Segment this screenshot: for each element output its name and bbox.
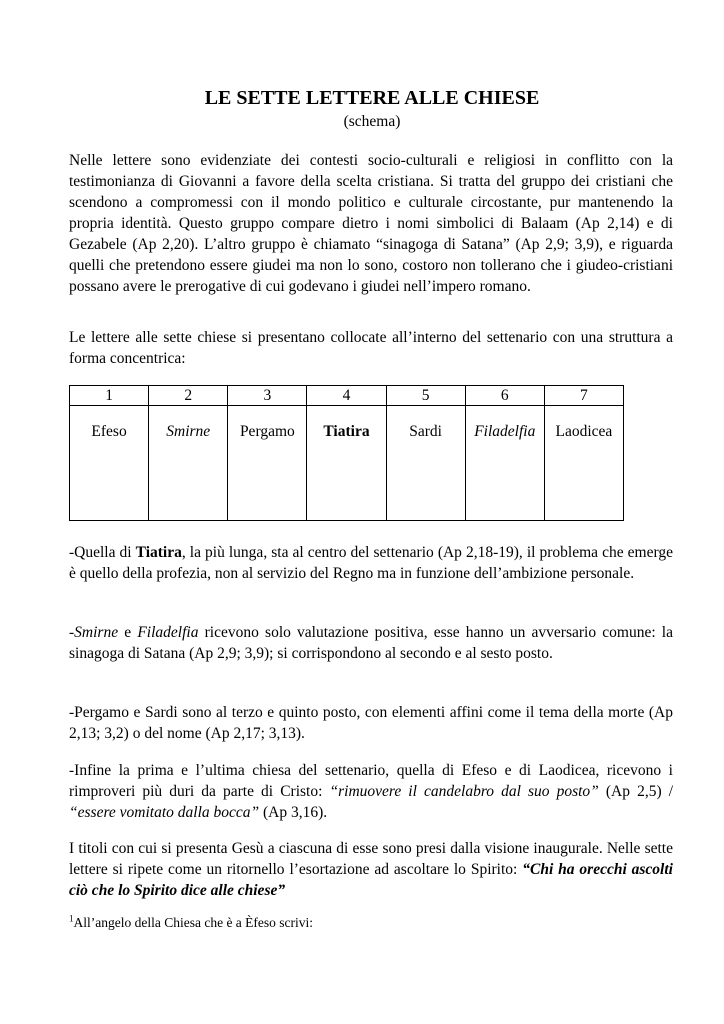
structure-intro-paragraph: Le lettere alle sette chiese si presentano collocate all’interno del settenario con una struttura a forma concentrica: bbox=[69, 329, 673, 367]
quote: “rimuovere il candelabro dal suo posto” bbox=[329, 783, 599, 800]
verse-text: All’angelo della Chiesa che è a Èfeso scrivi: bbox=[73, 915, 314, 930]
note-smirne-filadelfia bbox=[69, 622, 673, 664]
note-titoli bbox=[69, 838, 673, 901]
church-name: Smirne bbox=[74, 624, 119, 641]
page-title: LE SETTE LETTERE ALLE CHIESE bbox=[204, 87, 540, 109]
church-name: Filadelfia bbox=[137, 624, 199, 641]
note-text: - bbox=[69, 624, 75, 641]
verse-number: 1 bbox=[69, 913, 74, 924]
table-cell-church: Tiatira bbox=[307, 406, 386, 521]
note-text: e bbox=[118, 624, 138, 641]
intro-paragraph: Nelle lettere sono evidenziate dei contesti socio-culturali e religiosi in conflitto con la testimonianza di Giovanni a favore della scelta cristiana. Si tratta del gruppo dei cristiani che scendono a compromessi con il mondo politico e culturale circostante, pur mantenendo la propria identità. Questo gruppo compare dietro i nomi simbolici di Balaam (Ap 2,14) e di Gezabele (Ap 2,20). L’altro gruppo è chiamato “sinagoga di Satana” (Ap 2,9; 3,9), e riguarda quelli che pretendono essere giudei ma non lo sono, costoro non tollerano che i giudeo-cristiani possano avere le prerogative di cui godevano i giudei nell’impero romano. bbox=[69, 152, 673, 295]
table-cell-number: 5 bbox=[386, 386, 465, 406]
table-cell-church: Pergamo bbox=[228, 406, 307, 521]
church-name: Tiatira bbox=[135, 544, 182, 561]
page-subtitle: (schema) bbox=[343, 113, 401, 130]
note-pergamo-sardi: -Pergamo e Sardi sono al terzo e quinto posto, con elementi affini come il tema della morte (Ap 2,13; 3,2) o del nome (Ap 2,17; 3,13). bbox=[69, 704, 673, 742]
table-cell-church: Laodicea bbox=[544, 406, 623, 521]
table-cell-church: Smirne bbox=[149, 406, 228, 521]
note-text: , la più lunga, sta al centro del settenario (Ap 2,18-19), il problema che emerge è quello della profezia, non al servizio del Regno ma in funzione dell’ambizione personale. bbox=[69, 544, 673, 582]
note-text: (Ap 2,5) / bbox=[598, 783, 673, 800]
table-cell-church: Sardi bbox=[386, 406, 465, 521]
table-cell-number: 6 bbox=[465, 386, 544, 406]
table-cell-number: 4 bbox=[307, 386, 386, 406]
note-text: ricevono solo valutazione positiva, esse hanno un avversario comune: la sinagoga di Satana (Ap 2,9; 3,9); si corrispondono al secondo e al sesto posto. bbox=[69, 624, 673, 662]
table-cell-church: Efeso bbox=[70, 406, 149, 521]
table-cell-church: Filadelfia bbox=[465, 406, 544, 521]
table-cell-number: 7 bbox=[544, 386, 623, 406]
note-text: -Quella di bbox=[69, 544, 136, 561]
table-church-row bbox=[70, 406, 624, 521]
refrain-quote: “Chi ha orecchi ascolti ciò che lo Spirito dice alle chiese” bbox=[69, 861, 673, 899]
note-efeso-laodicea bbox=[69, 760, 673, 823]
quote: “essere vomitato dalla bocca” bbox=[69, 804, 260, 821]
churches-table bbox=[69, 385, 624, 521]
note-tiatira bbox=[69, 542, 673, 584]
table-cell-number: 3 bbox=[228, 386, 307, 406]
note-text: -Infine la prima e l’ultima chiesa del settenario, quella di Efeso e di Laodicea, ricevono i rimproveri più duri da parte di Cristo: bbox=[69, 762, 673, 800]
table-cell-number: 2 bbox=[149, 386, 228, 406]
note-text: I titoli con cui si presenta Gesù a ciascuna di esse sono presi dalla visione inaugurale. Nelle sette lettere si ripete come un ritornello l’esortazione ad ascoltare lo Spirito: bbox=[69, 840, 673, 878]
table-number-row bbox=[70, 386, 624, 406]
verse-line bbox=[69, 915, 675, 931]
note-text: (Ap 3,16). bbox=[259, 804, 328, 821]
table-cell-number: 1 bbox=[70, 386, 149, 406]
